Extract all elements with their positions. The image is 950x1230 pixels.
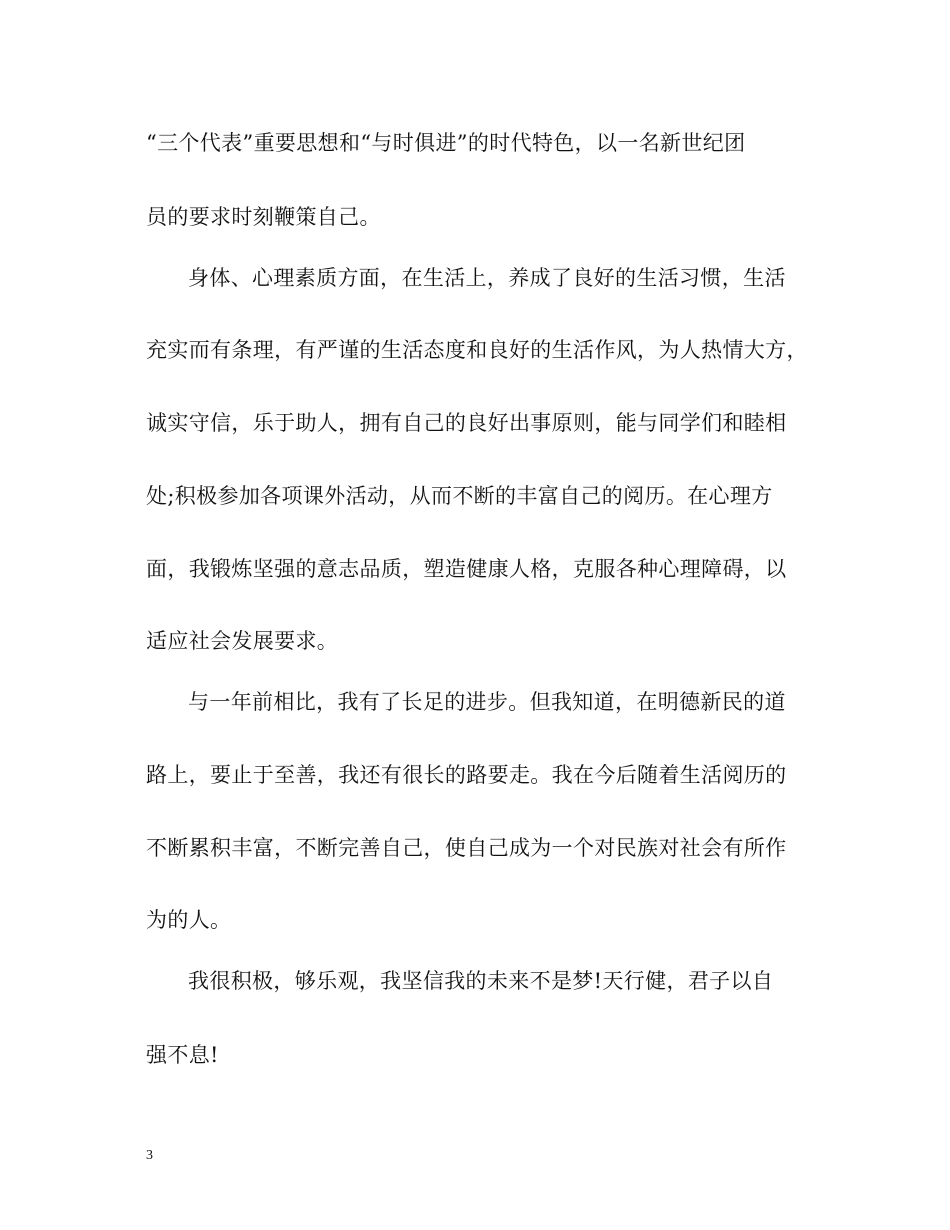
text-line: 适应社会发展要求。 — [146, 629, 339, 653]
text-line: 员的要求时刻鞭策自己。 — [146, 205, 381, 229]
text-line: 处;积极参加各项课外活动，从而不断的丰富自己的阅历。在心理方 — [146, 484, 773, 508]
text-line: “三个代表”重要思想和“与时俱进”的时代特色，以一名新世纪团 — [146, 131, 746, 155]
text-line: 诚实守信，乐于助人，拥有自己的良好出事原则，能与同学们和睦相 — [146, 411, 787, 435]
text-line: 强不息! — [146, 1043, 219, 1067]
paragraph-first-line: 我很积极，够乐观，我坚信我的未来不是梦!天行健，君子以自 — [188, 969, 774, 993]
text-line: 路上，要止于至善，我还有很长的路要走。我在今后随着生活阅历的 — [146, 763, 787, 787]
paragraph-first-line: 与一年前相比，我有了长足的进步。但我知道，在明德新民的道 — [188, 690, 786, 714]
text-line: 面，我锻炼坚强的意志品质，塑造健康人格，克服各种心理障碍，以 — [146, 557, 787, 581]
paragraph-first-line: 身体、心理素质方面，在生活上，养成了良好的生活习惯，生活 — [188, 266, 786, 290]
text-line: 充实而有条理，有严谨的生活态度和良好的生活作风，为人热情大方， — [146, 338, 808, 362]
text-line: 不断累积丰富，不断完善自己，使自己成为一个对民族对社会有所作 — [146, 836, 787, 860]
text-line: 为的人。 — [146, 908, 232, 932]
page-number: 3 — [146, 1148, 153, 1163]
